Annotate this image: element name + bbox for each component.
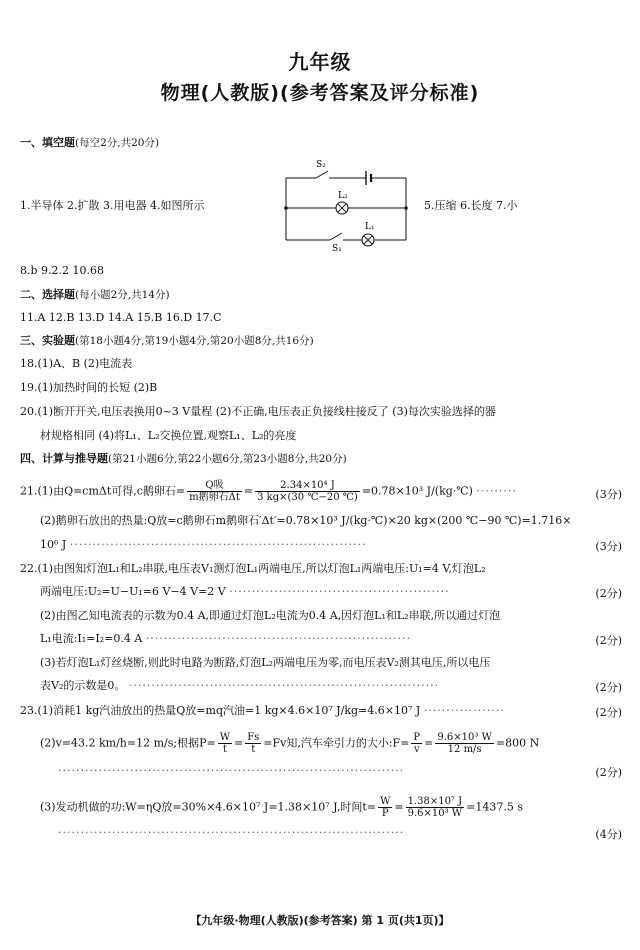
denominator: 9.6×10³ W xyxy=(407,808,463,819)
answer-22-line6 xyxy=(40,679,622,693)
text: 表V₂的示数是0。 xyxy=(40,679,126,692)
numerator: 9.6×10³ W xyxy=(437,732,492,743)
fraction xyxy=(187,480,242,503)
answer-23-dots xyxy=(58,826,622,840)
leader-dots: ················································· xyxy=(229,585,450,598)
section-note: (第21小题6分,第22小题6分,第23小题8分,共20分) xyxy=(108,453,347,465)
score: (2分) xyxy=(595,587,622,600)
text: =Fv知,汽车牵引力的大小:F= xyxy=(263,736,410,750)
fill-answers-5-7: 5.压缩 6.长度 7.小 xyxy=(424,199,518,212)
text: 两端电压:U₂=U−U₁=6 V−4 V=2 V xyxy=(40,585,226,598)
numerator: W xyxy=(219,732,230,743)
denominator: 12 m/s xyxy=(447,744,482,755)
leader-dots: ··························································· xyxy=(145,632,412,645)
score: (2分) xyxy=(595,766,622,779)
text: L₁电流:I₁=I₂=0.4 A xyxy=(40,632,143,645)
text: =1437.5 s xyxy=(466,800,523,814)
numerator: Fs xyxy=(247,732,260,743)
denominator: P xyxy=(381,808,389,819)
answer-22-line3: (2)由图乙知电流表的示数为0.4 A,即通过灯泡L₂电流为0.4 A,因灯泡L₁和L₂串联,所以通过灯泡 xyxy=(40,609,501,622)
answer-23-dots xyxy=(58,764,622,778)
denominator: t xyxy=(222,744,227,755)
score: (2分) xyxy=(595,706,622,719)
fraction xyxy=(411,732,422,755)
fraction xyxy=(218,732,232,755)
fraction xyxy=(378,796,392,819)
document-title: 物理(人教版)(参考答案及评分标准) xyxy=(160,82,480,104)
page-footer: 【九年级·物理(人教版)(参考答案) 第 1 页(共1页)】 xyxy=(190,914,450,927)
leader-dots: ····································································· xyxy=(128,679,440,692)
denominator: m鹅卵石Δt xyxy=(189,492,240,503)
section-heading: 二、选择题 xyxy=(20,288,75,301)
choice-answers: 11.A 12.B 13.D 14.A 15.B 16.D 17.C xyxy=(20,311,222,324)
fraction xyxy=(245,732,261,755)
score: (2分) xyxy=(595,681,622,694)
leader-dots: ········· xyxy=(476,484,517,498)
section-experiment xyxy=(20,334,622,348)
text: 10⁶ J xyxy=(40,538,67,551)
answer-20-line2: 材规格相同 (4)将L₁、L₂交换位置,观察L₁、L₂的亮度 xyxy=(40,429,297,442)
answer-20-line1: 20.(1)断开开关,电压表换用0~3 V量程 (2)不正确,电压表正负接线柱接反了 (3)每次实验选择的器 xyxy=(20,405,496,418)
text: (3)发动机做的功:W=ηQ放=30%×4.6×10⁷ J=1.38×10⁷ J,时间t= xyxy=(40,800,377,814)
section-choice xyxy=(20,288,622,302)
fraction xyxy=(406,796,465,819)
text: 23.(1)消耗1 kg汽油放出的热量Q放=mq汽油=1 kg×4.6×10⁷ J/kg=4.6×10⁷ J xyxy=(20,704,421,717)
section-calculation xyxy=(20,452,622,466)
fraction xyxy=(255,480,360,503)
leader-dots: ·································································· xyxy=(69,538,367,551)
answer-22-line1: 22.(1)由图知灯泡L₁和L₂串联,电压表V₁测灯泡L₁两端电压,所以灯泡L₁两端电压:U₁=4 V,灯泡L₂ xyxy=(20,562,486,575)
lamp-l1-label: L₁ xyxy=(365,222,375,232)
answer-22-line4 xyxy=(40,632,622,646)
numerator: W xyxy=(380,796,391,807)
denominator: v xyxy=(413,744,420,755)
grade-title: 九年级 xyxy=(288,50,352,74)
answer-22-line5: (3)若灯泡L₁灯丝烧断,则此时电路为断路,灯泡L₂两端电压为零,而电压表V₂测其电压,所以电压 xyxy=(40,656,491,669)
answer-18: 18.(1)A、B (2)电流表 xyxy=(20,357,133,370)
answer-23-line2: (2)v=43.2 km/h=12 m/s;根据P= $\frac{W}{t}$ = $\frac{Fs}{t}$ =Fv知,汽车牵引力的大小:F= $\frac{P}{v}$ = $\frac{\text{9.6×10³ W}}{12 m/s}$ =800 N xyxy=(40,732,540,755)
section-note: (每小题2分,共14分) xyxy=(75,289,170,301)
leader-dots: ············································································· xyxy=(58,764,405,777)
numerator: 1.38×10⁷ J xyxy=(407,796,463,807)
answer-19: 19.(1)加热时间的长短 (2)B xyxy=(20,381,158,394)
numerator: 2.34×10⁴ J xyxy=(255,480,360,492)
leader-dots: ·················· xyxy=(423,704,505,717)
answer-21-line2: (2)鹅卵石放出的热量:Q放=c鹅卵石m鹅卵石′Δt′=0.78×10³ J/(kg·℃)×20 kg×(200 ℃−90 ℃)=1.716× xyxy=(40,514,572,527)
section-note: (第18小题4分,第19小题4分,第20小题8分,共16分) xyxy=(75,335,314,347)
score: (3分) xyxy=(595,540,622,553)
score: (3分) xyxy=(595,488,622,501)
answer-22-line2 xyxy=(40,585,622,599)
answer-21-line3 xyxy=(40,538,622,552)
section-heading: 四、计算与推导题 xyxy=(20,452,108,465)
denominator: t xyxy=(251,744,256,755)
denominator: 3 kg×(30 ℃−20 ℃) xyxy=(257,492,358,503)
section-heading: 一、填空题 xyxy=(20,136,75,149)
circuit-diagram xyxy=(280,158,415,254)
leader-dots: ············································································· xyxy=(58,826,405,839)
text: (2)v=43.2 km/h=12 m/s;根据P= xyxy=(40,736,216,750)
fill-answers-8-10: 8.b 9.2.2 10.68 xyxy=(20,264,105,277)
answer-23-line1 xyxy=(20,704,622,718)
text: =0.78×10³ J/(kg·℃) xyxy=(361,484,473,498)
section-fill-blank xyxy=(20,136,622,150)
text: 21.(1)由Q=cmΔt可得,c鹅卵石= xyxy=(20,484,186,498)
answer-23-line3: (3)发动机做的功:W=ηQ放=30%×4.6×10⁷ J=1.38×10⁷ J,时间t= $\frac{W}{P}$ = $\frac{\text{1.38×10⁷ J}}{\text{9.6×10³ W}}$ =1437.5 s xyxy=(40,796,523,819)
section-heading: 三、实验题 xyxy=(20,334,75,347)
numerator: Q吸 xyxy=(187,480,242,492)
switch-s1-label: S₁ xyxy=(332,244,342,254)
score: (4分) xyxy=(595,828,622,841)
fill-answers-1-4: 1.半导体 2.扩散 3.用电器 4.如图所示 xyxy=(20,199,205,212)
lamp-l2-label: L₂ xyxy=(338,191,348,201)
fraction xyxy=(435,732,493,755)
answer-21-line1: 21.(1)由Q=cmΔt可得,c鹅卵石= $\frac{\text{Q吸}}{\text{m鹅卵石Δt}}$ = $\frac{\text{2.34×10⁴ J}}{3 kg\times(30 ℃-20 ℃)}$ =0.78×10³ J/(kg·℃) ········· xyxy=(20,480,517,503)
switch-s2-label: S₂ xyxy=(316,160,326,170)
score: (2分) xyxy=(595,634,622,647)
text: =800 N xyxy=(495,736,540,750)
numerator: P xyxy=(413,732,421,743)
section-note: (每空2分,共20分) xyxy=(75,137,160,149)
